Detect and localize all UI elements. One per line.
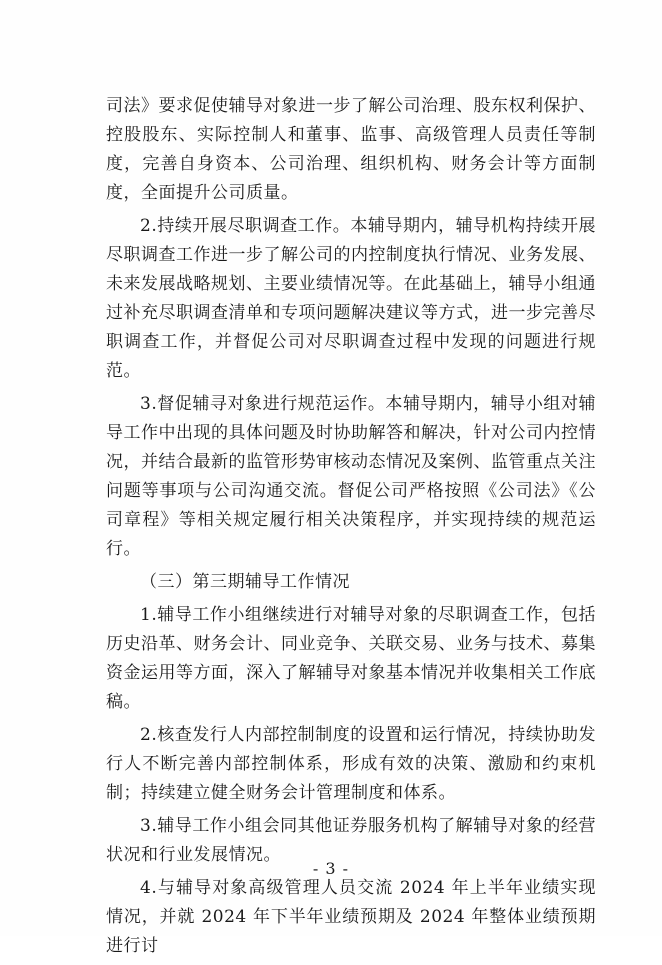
paragraph-due-diligence: 2.持续开展尽职调查工作。本辅导期内，辅导机构持续开展尽职调查工作进一步了解公司的内控制度执行情况、业务发展、未来发展战略规划、主要业绩情况等。在此基础上，辅导小组通过补充尽职调查清单和专项问题解决建议等方式，进一步完善尽职调查工作，并督促公司对尽职调查过程中发现的问题进行规范。 — [106, 216, 596, 381]
page-number: - 3 - — [312, 859, 350, 878]
section-heading-third-period: （三）第三期辅导工作情况 — [140, 572, 350, 592]
paragraph-third-period-item-2: 2.核查发行人内部控制制度的设置和运行情况，持续协助发行人不断完善内部控制体系，形成有效的决策、激励和约束机制；持续建立健全财务会计管理制度和体系。 — [106, 725, 596, 803]
paragraph-third-period-item-3: 3.辅导工作小组会同其他证券服务机构了解辅导对象的经营状况和行业发展情况。 — [106, 816, 596, 865]
paragraph-third-period-item-1: 1.辅导工作小组继续进行对辅导对象的尽职调查工作，包括历史沿革、财务会计、同业竞争、关联交易、业务与技术、募集资金运用等方面，深入了解辅导对象基本情况并收集相关工作底稿。 — [106, 605, 596, 712]
paragraph-continuation: 司法》要求促使辅导对象进一步了解公司治理、股东权利保护、控股股东、实际控制人和董事、监事、高级管理人员责任等制度，完善自身资本、公司治理、组织机构、财务会计等方面制度，全面提升公司质量。 — [106, 96, 596, 203]
paragraph-standard-operation: 3.督促辅寻对象进行规范运作。本辅导期内，辅导小组对辅导工作中出现的具体问题及时协助解答和解决，针对公司内控情况，并结合最新的监管形势审核动态情况及案例、监管重点关注问题等事项与公司沟通交流。督促公司严格按照《公司法》《公司章程》等相关规定履行相关决策程序，并实现持续的规范运行。 — [106, 394, 596, 559]
document-body — [106, 92, 596, 965]
paragraph-third-period-item-4: 4.与辅导对象高级管理人员交流 2024 年上半年业绩实现情况，并就 2024 年下半年业绩预期及 2024 年整体业绩预期进行讨 — [106, 878, 596, 956]
